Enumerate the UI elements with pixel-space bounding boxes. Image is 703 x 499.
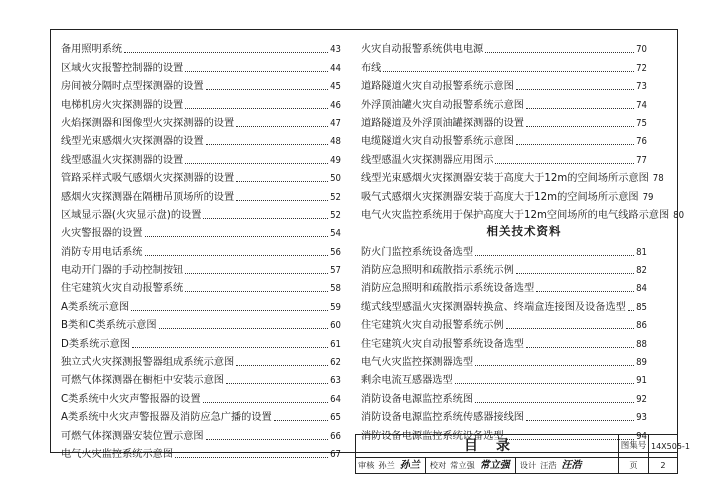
toc-entry-page: 50 — [330, 173, 341, 185]
toc-entry-title: 缆式线型感温火灾探测器转换盒、终端盒连接图及设备选型 — [361, 301, 626, 313]
toc-entry — [361, 277, 647, 295]
toc-entry — [361, 406, 647, 424]
dot-leader — [132, 347, 328, 348]
dot-leader — [516, 89, 634, 90]
toc-entry — [361, 240, 647, 258]
toc-entry-title: 感烟火灾探测器在隔栅吊顶场所的设置 — [61, 191, 235, 203]
toc-entry-title: 独立式火灾探测报警器组成系统示意图 — [61, 357, 235, 369]
divider — [515, 458, 516, 473]
toc-right-column — [361, 38, 685, 443]
toc-entry-title: B类和C类系统示意图 — [61, 320, 157, 332]
toc-entry-title: 区域火灾报警控制器的设置 — [61, 62, 184, 74]
toc-entry-page: 60 — [330, 320, 341, 332]
dot-leader — [236, 200, 328, 201]
toc-entry-page: 58 — [330, 283, 341, 295]
toc-entry-title: 火灾警报器的设置 — [61, 228, 143, 240]
toc-entry-page: 49 — [330, 154, 341, 166]
toc-entry — [361, 204, 685, 222]
toc-entry — [361, 185, 654, 203]
toc-entry-title: 备用照明系统 — [61, 44, 123, 56]
toc-entry — [361, 38, 647, 56]
atlas-number-value: 14X505-1 — [649, 435, 677, 458]
toc-entry-title: 住宅建筑火灾自动报警系统 — [61, 283, 184, 295]
toc-left-column — [61, 38, 341, 461]
toc-entry-page: 47 — [330, 117, 341, 129]
toc-entry-title: A类系统示意图 — [61, 301, 130, 313]
toc-entry-title: 外浮顶油罐火灾自动报警系统示意图 — [361, 99, 524, 111]
toc-entry — [361, 112, 647, 130]
title-block — [355, 434, 690, 474]
toc-entry-page: 63 — [330, 375, 341, 387]
toc-entry-page: 75 — [636, 117, 647, 129]
toc-entry — [61, 406, 341, 424]
toc-entry — [61, 222, 341, 240]
title-block-title: 目录 — [356, 435, 619, 458]
dot-leader — [236, 181, 328, 182]
toc-entry — [61, 332, 341, 350]
toc-entry-title: A类系统中火灾声警报器及消防应急广播的设置 — [61, 412, 272, 424]
toc-entry — [61, 204, 341, 222]
dot-leader — [526, 420, 634, 421]
toc-entry-page: 59 — [330, 301, 341, 313]
toc-entry — [361, 369, 647, 387]
toc-entry — [361, 295, 647, 313]
toc-entry — [61, 259, 341, 277]
toc-entry-page: 67 — [330, 448, 341, 460]
toc-entry — [361, 351, 647, 369]
atlas-number-label: 图集号 — [619, 435, 649, 458]
dot-leader — [226, 383, 328, 384]
toc-entry-title: 线型感温火灾探测器的设置 — [61, 154, 184, 166]
toc-entry-page: 79 — [642, 191, 654, 203]
checker-name: 常立强 — [450, 460, 475, 470]
toc-entry-title: 消防设备电源监控系统设备选型 — [361, 430, 504, 442]
toc-entry-title: 电气火灾监控系统用于保护高度大于12m空间场所的电气线路示意图 — [361, 209, 670, 221]
toc-entry — [361, 387, 647, 405]
toc-entry — [361, 259, 647, 277]
toc-entry — [61, 277, 341, 295]
dot-leader — [475, 255, 634, 256]
toc-entry-page: 81 — [636, 246, 647, 258]
dot-leader — [203, 402, 329, 403]
toc-entry — [61, 387, 341, 405]
toc-entry-page: 89 — [636, 357, 647, 369]
toc-entry — [361, 75, 647, 93]
dot-leader — [206, 144, 329, 145]
dot-leader — [485, 52, 634, 53]
toc-entry-title: 道路隧道火灾自动报警系统示意图 — [361, 81, 514, 93]
toc-entry-page: 61 — [330, 338, 341, 350]
dot-leader — [516, 273, 634, 274]
dot-leader — [516, 144, 634, 145]
reviewer-name: 孙兰 — [378, 460, 395, 470]
dot-leader — [506, 328, 635, 329]
dot-leader — [159, 328, 329, 329]
toc-entry-title: 房间被分隔时点型探测器的设置 — [61, 81, 204, 93]
toc-entry — [61, 167, 341, 185]
toc-entry-page: 78 — [652, 173, 664, 185]
checker-signature: 常立强 — [479, 460, 510, 471]
toc-entry-page: 52 — [330, 209, 341, 221]
toc-entry-title: 火焰探测器和图像型火灾探测器的设置 — [61, 117, 235, 129]
toc-entry — [61, 314, 341, 332]
toc-entry-page: 62 — [330, 357, 341, 369]
page-number: 2 — [660, 460, 666, 470]
toc-entry-title: 剩余电流互感器选型 — [361, 375, 453, 387]
toc-entry — [361, 148, 647, 166]
toc-entry-page: 70 — [636, 44, 647, 56]
toc-entry-page: 88 — [636, 338, 647, 350]
toc-entry-title: 消防设备电源监控系统传感器接线图 — [361, 412, 524, 424]
toc-entry — [61, 93, 341, 111]
toc-entry-page: 54 — [330, 228, 341, 240]
toc-entry-page: 43 — [330, 44, 341, 56]
toc-entry-title: 道路隧道及外浮顶油罐探测器的设置 — [361, 117, 524, 129]
toc-entry-title: 区域显示器(火灾显示盘)的设置 — [61, 209, 202, 221]
dot-leader — [526, 108, 634, 109]
review-label: 审核 — [358, 460, 375, 470]
toc-entry — [61, 443, 341, 461]
toc-entry-title: 电缆隧道火灾自动报警系统示意图 — [361, 136, 514, 148]
toc-entry — [61, 56, 341, 74]
dot-leader — [185, 108, 328, 109]
toc-entry-title: 线型感温火灾探测器应用图示 — [361, 154, 494, 166]
dot-leader — [475, 402, 634, 403]
toc-entry-page: 92 — [636, 393, 647, 405]
toc-entry — [361, 332, 647, 350]
divider — [425, 458, 426, 473]
toc-entry-title: 消防应急照明和疏散指示系统示例 — [361, 265, 514, 277]
toc-entry-page: 76 — [636, 136, 647, 148]
toc-entry-title: 电梯机房火灾探测器的设置 — [61, 99, 184, 111]
toc-entry — [61, 148, 341, 166]
dot-leader — [124, 52, 328, 53]
design-label: 设计 — [519, 460, 537, 470]
toc-entry-page: 45 — [330, 81, 341, 93]
toc-entry — [61, 351, 341, 369]
toc-entry — [361, 56, 647, 74]
toc-entry-title: 住宅建筑火灾自动报警系统设备选型 — [361, 338, 524, 350]
dot-leader — [383, 71, 634, 72]
dot-leader — [236, 126, 328, 127]
toc-entry-page: 94 — [636, 430, 647, 442]
toc-entry-page: 82 — [636, 265, 647, 277]
toc-entry — [61, 130, 341, 148]
toc-entry-title: 住宅建筑火灾自动报警系统示例 — [361, 320, 504, 332]
dot-leader — [206, 89, 329, 90]
toc-entry-page: 91 — [636, 375, 647, 387]
toc-entry-title: C类系统中火灾声警报器的设置 — [61, 393, 201, 405]
designer-signature: 汪浩 — [561, 460, 582, 471]
toc-entry-title: 吸气式感烟火灾探测器安装于高度大于12m的空间场所示意图 — [361, 191, 639, 203]
toc-entry-page: 85 — [636, 301, 647, 313]
dot-leader — [145, 236, 329, 237]
toc-entry-page: 52 — [330, 191, 341, 203]
toc-entry-page: 44 — [330, 62, 341, 74]
dot-leader — [475, 365, 634, 366]
toc-entry — [61, 38, 341, 56]
dot-leader — [274, 420, 328, 421]
check-label: 校对 — [429, 460, 447, 470]
toc-entry-title: 消防设备电源监控系统图 — [361, 393, 474, 405]
toc-entry-title: 可燃气体探测器安装位置示意图 — [61, 430, 204, 442]
toc-entry-title: 电气火灾监控探测器选型 — [361, 357, 474, 369]
toc-entry — [61, 240, 341, 258]
dot-leader — [175, 457, 328, 458]
toc-entry-page: 57 — [330, 265, 341, 277]
toc-entry-page: 48 — [330, 136, 341, 148]
toc-entry — [361, 314, 647, 332]
section-heading: 相关技术资料 — [486, 223, 562, 238]
toc-entry — [61, 185, 341, 203]
dot-leader — [526, 126, 634, 127]
dot-leader — [628, 310, 634, 311]
toc-entry-page: 46 — [330, 99, 341, 111]
dot-leader — [236, 365, 328, 366]
toc-entry-title: 可燃气体探测器在橱柜中安装示意图 — [61, 375, 224, 387]
dot-leader — [185, 71, 328, 72]
toc-entry-title: 消防应急照明和疏散指示系统设备选型 — [361, 283, 535, 295]
toc-entry-title: 管路采样式吸气感烟火灾探测器的设置 — [61, 173, 235, 185]
toc-entry-page: 66 — [330, 430, 341, 442]
toc-entry-title: 电气火灾监控系统示意图 — [61, 448, 174, 460]
toc-entry-page: 65 — [330, 412, 341, 424]
dot-leader — [495, 163, 634, 164]
toc-entry-page: 93 — [636, 412, 647, 424]
toc-entry-title: 线型光束感烟火灾探测器安装于高度大于12m的空间场所示意图 — [361, 173, 649, 185]
dot-leader — [131, 310, 328, 311]
toc-entry-page: 80 — [673, 209, 685, 221]
toc-entry — [361, 130, 647, 148]
toc-entry-page: 74 — [636, 99, 647, 111]
toc-entry — [361, 93, 647, 111]
dot-leader — [185, 273, 328, 274]
toc-entry-page: 72 — [636, 62, 647, 74]
toc-entry-title: 线型光束感烟火灾探测器的设置 — [61, 136, 204, 148]
toc-entry — [361, 167, 664, 185]
toc-entry — [61, 112, 341, 130]
signature-row — [356, 458, 619, 473]
dot-leader — [203, 218, 328, 219]
toc-entry-title: 防火门监控系统设备选型 — [361, 246, 474, 258]
toc-entry-title: 布线 — [361, 62, 382, 74]
toc-entry — [61, 75, 341, 93]
toc-entry-title: D类系统示意图 — [61, 338, 130, 350]
dot-leader — [206, 439, 329, 440]
toc-entry — [61, 369, 341, 387]
reviewer-signature: 孙兰 — [399, 460, 420, 471]
dot-leader — [526, 347, 634, 348]
dot-leader — [185, 291, 328, 292]
toc-entry-page: 73 — [636, 81, 647, 93]
toc-entry-page: 77 — [636, 154, 647, 166]
toc-entry-title: 消防专用电话系统 — [61, 246, 143, 258]
designer-name: 汪浩 — [540, 460, 557, 470]
dot-leader — [145, 255, 329, 256]
toc-entry-page: 84 — [636, 283, 647, 295]
toc-entry-title: 火灾自动报警系统供电电源 — [361, 44, 484, 56]
dot-leader — [185, 163, 328, 164]
toc-entry-page: 86 — [636, 320, 647, 332]
page-label: 页 — [619, 458, 649, 473]
dot-leader — [455, 383, 634, 384]
toc-entry-page: 64 — [330, 393, 341, 405]
toc-entry — [61, 295, 341, 313]
toc-entry-page: 56 — [330, 246, 341, 258]
dot-leader — [536, 291, 634, 292]
toc-entry — [61, 424, 341, 442]
toc-entry-title: 电动开门器的手动控制按钮 — [61, 265, 184, 277]
